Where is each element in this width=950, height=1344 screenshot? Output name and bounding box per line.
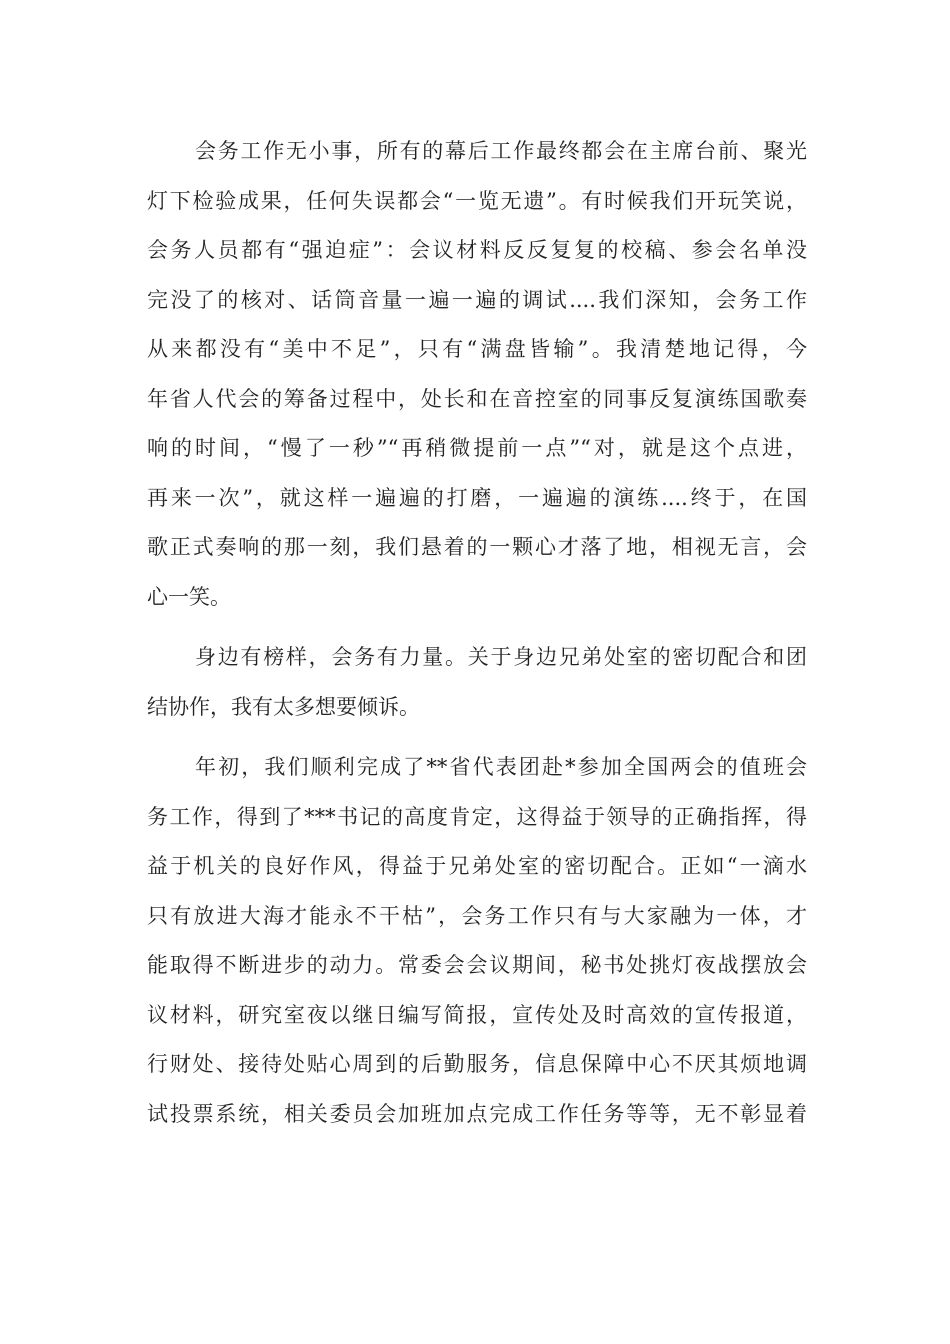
text-line: 只有放进大海才能永不干枯”，会务工作只有与大家融为一体，才	[147, 903, 807, 928]
text-line: 完没了的核对、话筒音量一遍一遍的调试....我们深知，会务工作	[147, 287, 807, 312]
text-line: 结协作，我有太多想要倾诉。	[147, 694, 420, 719]
text-line: 务工作，得到了***书记的高度肯定，这得益于领导的正确指挥，得	[147, 804, 807, 829]
text-line: 身边有榜样，会务有力量。关于身边兄弟处室的密切配合和团	[195, 645, 807, 669]
text-line: 心一笑。	[147, 584, 231, 609]
text-line: 会务工作无小事，所有的幕后工作最终都会在主席台前、聚光	[195, 139, 807, 163]
text-line: 试投票系统，相关委员会加班加点完成工作任务等等，无不彰显着	[147, 1101, 807, 1126]
text-line: 年初，我们顺利完成了**省代表团赴*参加全国两会的值班会	[195, 755, 807, 779]
paragraph-role-models	[147, 633, 807, 732]
text-line: 益于机关的良好作风，得益于兄弟处室的密切配合。正如“一滴水	[147, 854, 807, 878]
text-line: 行财处、接待处贴心周到的后勤服务，信息保障中心不厌其烦地调	[147, 1052, 807, 1076]
text-line: 从来都没有“美中不足”，只有“满盘皆输”。我清楚地记得，今	[147, 337, 807, 361]
text-line: 灯下检验成果，任何失误都会“一览无遗”。有时候我们开玩笑说，	[147, 188, 807, 213]
text-line: 歌正式奏响的那一刻，我们悬着的一颗心才落了地，相视无言，会	[147, 535, 807, 559]
paragraph-early-year	[147, 743, 807, 1139]
text-line: 会务人员都有“强迫症”：会议材料反反复复的校稿、参会名单没	[147, 238, 807, 262]
text-line: 议材料，研究室夜以继日编写简报，宣传处及时高效的宣传报道，	[147, 1002, 807, 1027]
text-line: 能取得不断进步的动力。常委会会议期间，秘书处挑灯夜战摆放会	[147, 953, 807, 977]
document-body	[147, 127, 807, 1139]
paragraph-meeting-work	[147, 127, 807, 622]
text-line: 响的时间，“慢了一秒”“再稍微提前一点”“对，就是这个点进，	[147, 436, 807, 460]
text-line: 再来一次”，就这样一遍遍的打磨，一遍遍的演练....终于，在国	[147, 485, 807, 510]
text-line: 年省人代会的筹备过程中，处长和在音控室的同事反复演练国歌奏	[147, 386, 807, 411]
